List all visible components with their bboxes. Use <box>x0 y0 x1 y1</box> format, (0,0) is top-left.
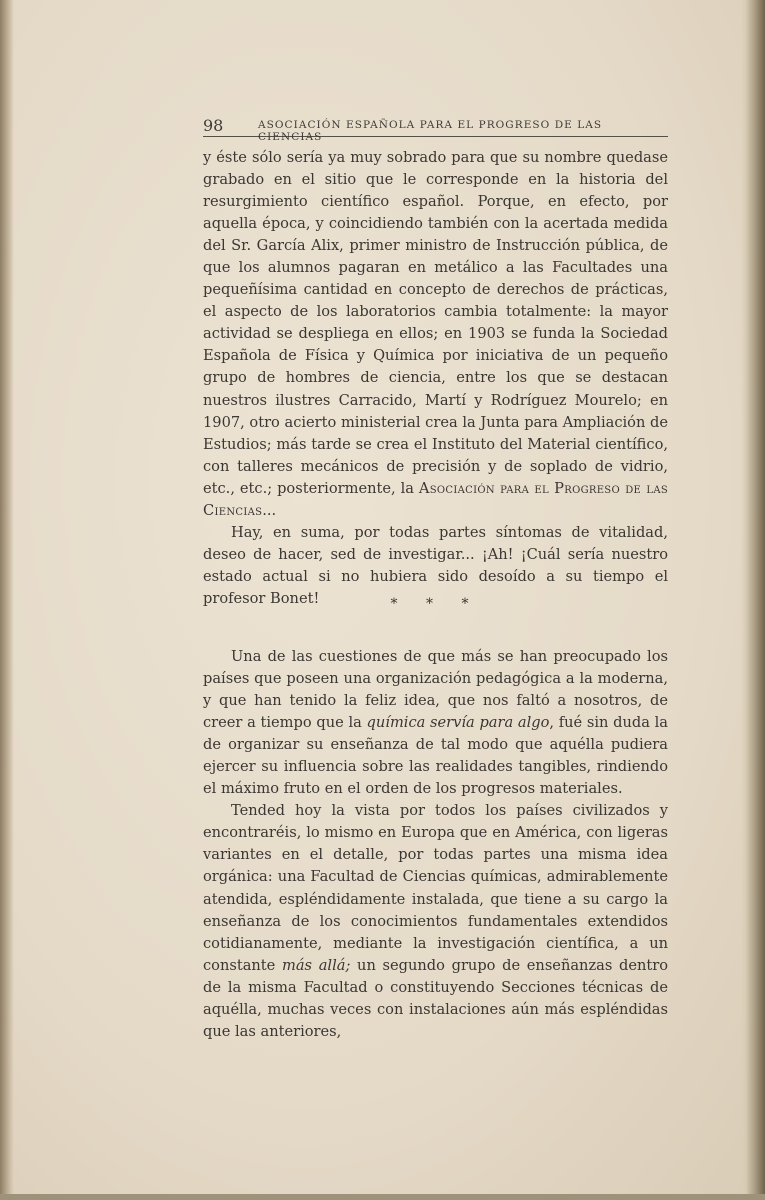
paragraph <box>203 646 668 800</box>
text-block-bottom <box>203 646 668 1043</box>
running-header <box>203 112 668 143</box>
paragraph-continuation <box>203 147 668 522</box>
running-title: ASOCIACIÓN ESPAÑOLA PARA EL PROGRESO DE LAS CIENCIAS <box>258 119 603 143</box>
page-right-edge <box>741 0 765 1200</box>
paragraph <box>203 800 668 1043</box>
italic-phrase: química servía para algo <box>366 714 550 732</box>
paragraph-text: ... <box>262 501 277 519</box>
association-name: Asociación para el Progreso de las Ciencias <box>203 479 668 519</box>
paragraph: Hay, en suma, por todas partes síntomas de vitalidad, deseo de hacer, sed de investigar... ¡Ah! ¡Cuál sería nuestro estado actual si no hubiera sido desoído a su tiempo el profesor Bonet! <box>203 523 668 607</box>
page-bottom-edge <box>0 1194 765 1200</box>
page-number: 98 <box>203 116 224 135</box>
paragraph-text: Una de las cuestiones de que más se han preocupado los países que poseen una organización pedagógica a la moderna, y que han tenido la feliz idea, que nos faltó a nosotros, de creer a tiempo que la <box>203 648 668 732</box>
paragraph-text: y éste sólo sería ya muy sobrado para que su nombre quedase grabado en el sitio que le corresponde en la historia del resurgimiento científico español. Porque, en efecto, por aquella época, y coincidiendo también con la acertada medida del Sr. García Alix, primer ministro de Instrucción pública, de que los alumnos pagaran en metálico a las Facultades una pequeñísima cantidad en concepto de derechos de prácticas, el aspecto de los laboratorios cambia totalmente: la mayor actividad se despliega en ellos; en 1903 se funda la Sociedad Española de Física y Química por iniciativa de un pequeño grupo de hombres de ciencia, entre los que se destacan nuestros ilustres Carracido, Martí y Rodríguez Mourelo; en 1907, otro acierto ministerial crea la Junta para Ampliación de Estudios; más tarde se crea el Instituto del Material científico, con talleres mecánicos de precisión y de soplado de vidrio, etc., etc.; posteriormente, la <box>203 149 668 497</box>
italic-phrase: más allá; <box>282 956 351 974</box>
paragraph-text: un segundo grupo de enseñanzas dentro de la misma Facultad o constituyendo Secciones técnicas de aquélla, muchas veces con instalaciones aún más espléndidas que las anteriores, <box>203 956 669 1040</box>
page-left-edge <box>0 0 14 1200</box>
paragraph-text: , fué sin duda la de organizar su enseñanza de tal modo que aquélla pudiera ejercer su influencia sobre las realidades tangibles, rindiendo el máximo fruto en el orden de los progresos materiales. <box>203 714 668 798</box>
paragraph-text: Tended hoy la vista por todos los países civilizados y encontraréis, lo mismo en Europa que en América, con ligeras variantes en el detalle, por todas partes una misma idea orgánica: una Facultad de Ciencias químicas, admirablemente atendida, espléndidamente instalada, que tiene a su cargo la enseñanza de los conocimientos fundamentales extendidos cotidianamente, mediante la investigación científica, a un constante <box>203 802 668 974</box>
section-separator: * * * <box>390 596 481 612</box>
text-block-top <box>203 147 668 610</box>
